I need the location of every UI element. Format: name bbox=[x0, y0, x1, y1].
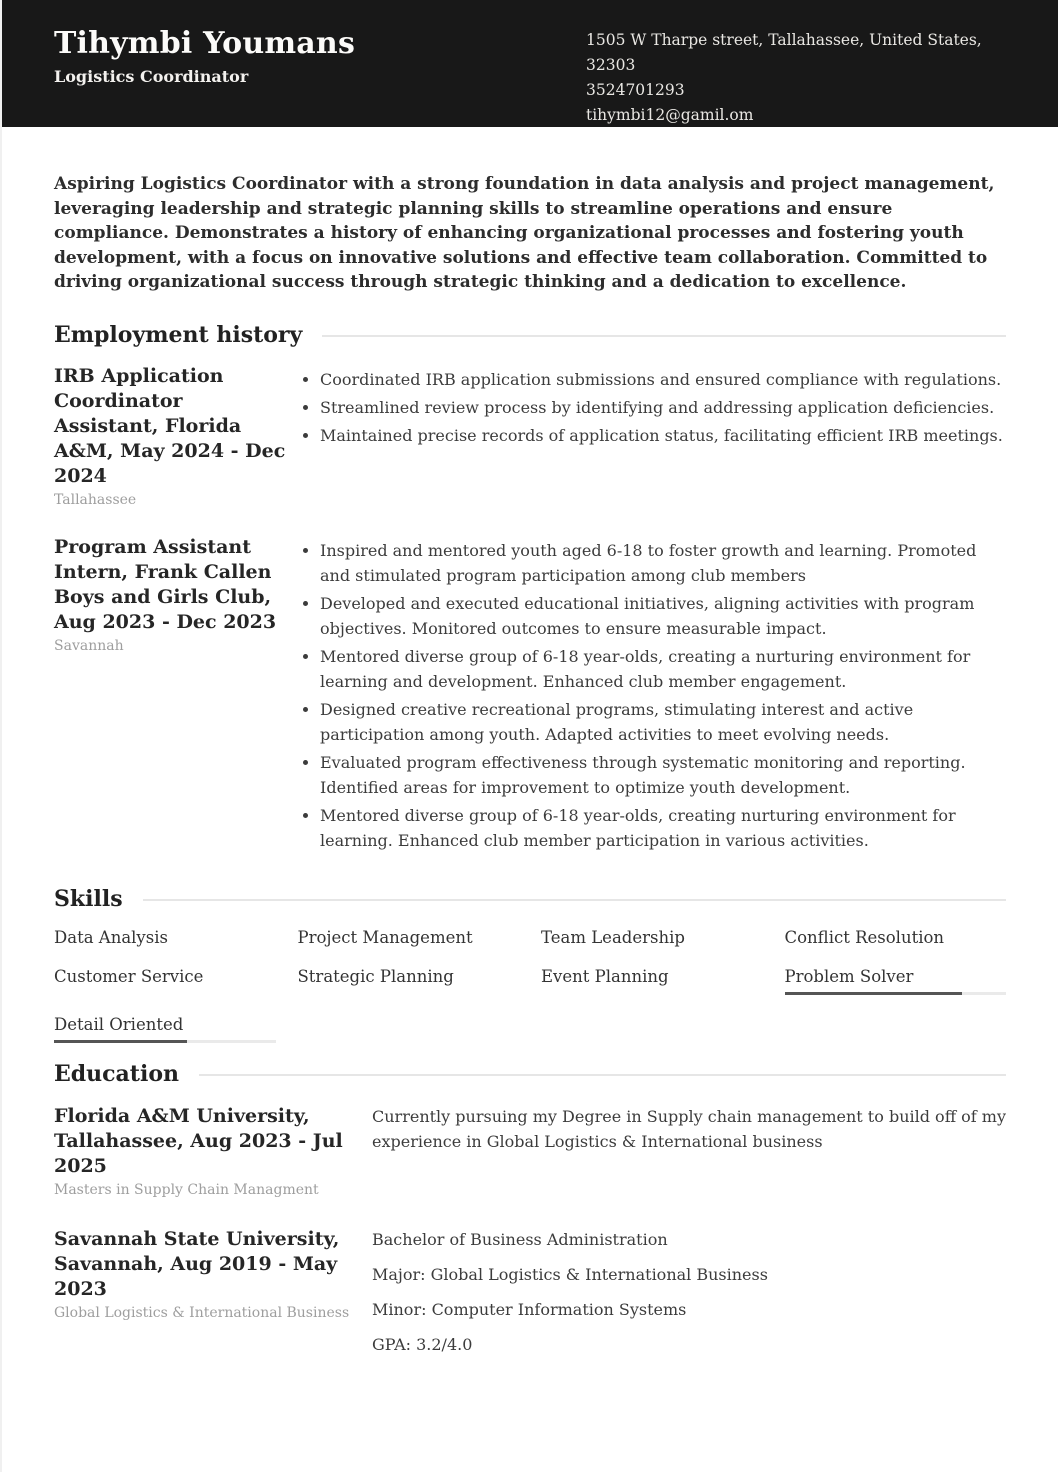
job-bullets bbox=[302, 367, 1006, 508]
education-description-line: Minor: Computer Information Systems bbox=[372, 1299, 687, 1319]
person-job-title: Logistics Coordinator bbox=[54, 67, 249, 86]
skills-section-header bbox=[54, 886, 1006, 912]
education-subtitle: Global Logistics & International Business bbox=[54, 1304, 350, 1321]
skill-label: Data Analysis bbox=[54, 927, 168, 947]
jobs-list bbox=[54, 364, 1006, 856]
job-bullet: • Mentored diverse group of 6-18 year-olds, creating nurturing environment for learning. Enhanced club member participation in various activities. bbox=[320, 803, 1006, 853]
skills-section bbox=[54, 886, 1006, 1043]
education-description bbox=[372, 1227, 1006, 1357]
job-title: Program Assistant Intern, Frank Callen Boys and Girls Club, Aug 2023 - Dec 2023 bbox=[54, 535, 277, 633]
skill-label: Detail Oriented bbox=[54, 1014, 184, 1034]
job-entry bbox=[54, 364, 1006, 508]
person-name: Tihymbi Youmans bbox=[54, 26, 356, 61]
employment-section-header bbox=[54, 322, 1006, 348]
job-bullet: • Designed creative recreational programs, stimulating interest and active participation among youth. Adapted activities to meet evolving needs. bbox=[320, 697, 1006, 747]
job-bullet: • Maintained precise records of application status, facilitating efficient IRB meetings. bbox=[320, 423, 1006, 448]
skill-item bbox=[298, 967, 520, 995]
skill-label: Project Management bbox=[297, 927, 473, 947]
header-identity bbox=[54, 27, 355, 86]
skill-label: Problem Solver bbox=[784, 966, 914, 986]
skill-label: Conflict Resolution bbox=[784, 927, 945, 947]
education-subtitle: Masters in Supply Chain Managment bbox=[54, 1181, 319, 1198]
contact-phone: 3524701293 bbox=[586, 81, 685, 99]
education-description bbox=[372, 1104, 1006, 1198]
skill-label: Customer Service bbox=[54, 966, 204, 986]
skill-label: Strategic Planning bbox=[297, 966, 454, 986]
employment-section bbox=[54, 322, 1006, 856]
education-list bbox=[54, 1104, 1006, 1357]
education-entry bbox=[54, 1227, 1006, 1357]
education-description-line: GPA: 3.2/4.0 bbox=[372, 1334, 473, 1354]
education-entry bbox=[54, 1104, 1006, 1198]
skill-item bbox=[541, 967, 763, 995]
education-title: Savannah State University, Savannah, Aug 2019 - May 2023 bbox=[54, 1227, 340, 1300]
job-bullet: • Developed and executed educational initiatives, aligning activities with program objectives. Monitored outcomes to ensure measurable impact. bbox=[320, 591, 1006, 641]
education-section bbox=[54, 1061, 1006, 1357]
employment-section-title: Employment history bbox=[54, 321, 303, 348]
education-description-line: Bachelor of Business Administration bbox=[372, 1229, 668, 1249]
education-description-line: Currently pursuing my Degree in Supply chain management to build off of my experience in Global Logistics & International business bbox=[372, 1106, 1006, 1151]
section-rule bbox=[199, 1074, 1006, 1076]
skill-item bbox=[54, 928, 276, 947]
contact-address: 1505 W Tharpe street, Tallahassee, United States, 32303 bbox=[586, 31, 982, 74]
job-bullet: • Streamlined review process by identifying and addressing application deficiencies. bbox=[320, 395, 1006, 420]
skill-level-bar bbox=[54, 1040, 276, 1043]
skill-level-fill bbox=[54, 1040, 187, 1043]
skill-level-fill bbox=[785, 992, 962, 995]
job-entry-left bbox=[54, 535, 302, 856]
resume-header bbox=[2, 0, 1058, 127]
job-location: Savannah bbox=[54, 637, 124, 654]
skills-grid bbox=[54, 928, 1006, 1043]
skill-item bbox=[541, 928, 763, 947]
job-title: IRB Application Coordinator Assistant, Florida A&M, May 2024 - Dec 2024 bbox=[54, 364, 286, 487]
contact-email: tihymbi12@gamil.om bbox=[586, 106, 754, 124]
education-entry-left bbox=[54, 1104, 372, 1198]
skills-section-title: Skills bbox=[54, 885, 123, 912]
resume-body bbox=[2, 172, 1058, 1357]
section-rule bbox=[322, 335, 1006, 337]
education-section-title: Education bbox=[54, 1060, 179, 1087]
skill-item bbox=[785, 928, 1007, 947]
job-bullet: • Inspired and mentored youth aged 6-18 to foster growth and learning. Promoted and stimulated program participation among club members bbox=[320, 538, 1006, 588]
skill-item bbox=[54, 1015, 276, 1043]
section-rule bbox=[143, 899, 1006, 901]
job-bullet: • Mentored diverse group of 6-18 year-olds, creating a nurturing environment for learning and development. Enhanced club member engagement. bbox=[320, 644, 1006, 694]
job-entry bbox=[54, 535, 1006, 856]
skill-level-bar bbox=[785, 992, 1007, 995]
skill-item bbox=[785, 967, 1007, 995]
education-description-line: Major: Global Logistics & International Business bbox=[372, 1264, 768, 1284]
skill-item bbox=[54, 967, 276, 995]
contact-block bbox=[586, 27, 1006, 128]
skill-item bbox=[298, 928, 520, 947]
skill-label: Team Leadership bbox=[541, 927, 685, 947]
education-title: Florida A&M University, Tallahassee, Aug 2023 - Jul 2025 bbox=[54, 1104, 343, 1177]
job-bullet: • Coordinated IRB application submissions and ensured compliance with regulations. bbox=[320, 367, 1006, 392]
job-bullet: • Evaluated program effectiveness through systematic monitoring and reporting. Identified areas for improvement to optimize youth development. bbox=[320, 750, 1006, 800]
profile-summary: Aspiring Logistics Coordinator with a strong foundation in data analysis and project management, leveraging leadership and strategic planning skills to streamline operations and ensure compliance. Demonstrates a history of enhancing organizational processes and fostering youth development, with a focus on innovative solutions and effective team collaboration. Committed to driving organizational success through strategic thinking and a dedication to excellence. bbox=[54, 174, 995, 292]
job-location: Tallahassee bbox=[54, 491, 137, 508]
job-entry-left bbox=[54, 364, 302, 508]
job-bullets bbox=[302, 538, 1006, 856]
education-section-header bbox=[54, 1061, 1006, 1087]
skill-label: Event Planning bbox=[541, 966, 669, 986]
education-entry-left bbox=[54, 1227, 372, 1357]
